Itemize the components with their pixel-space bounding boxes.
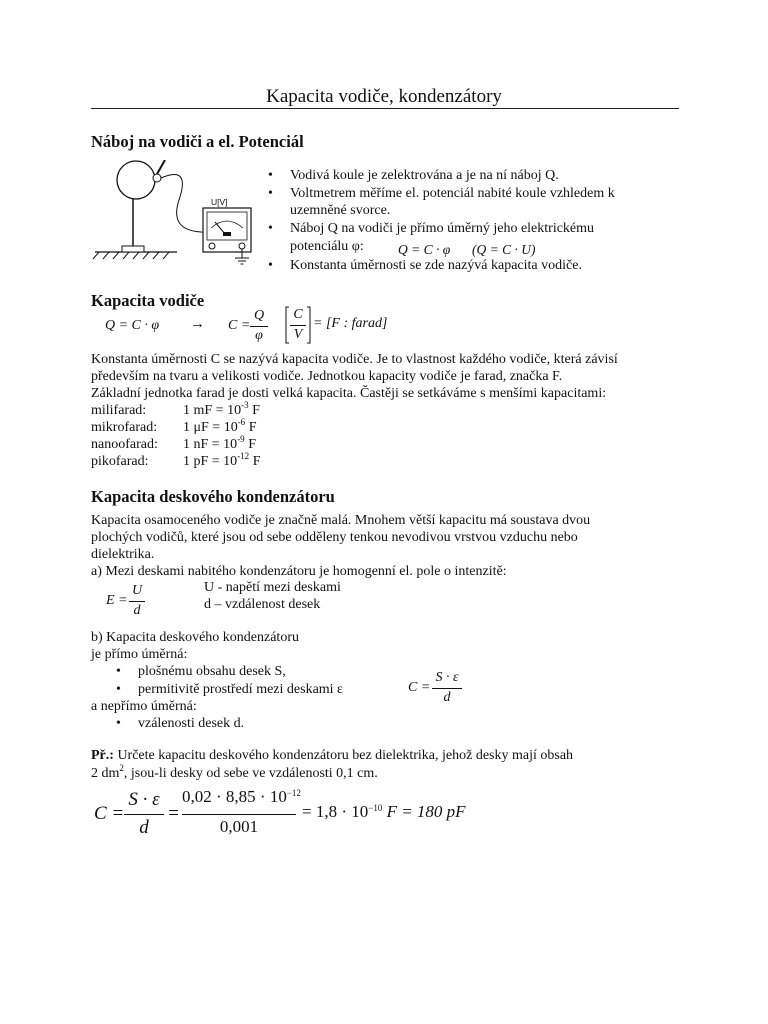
formula-q-phi: Q = C · φ: [398, 242, 451, 257]
bullet-continuation: potenciálu φ:: [290, 239, 364, 254]
fraction-denominator: 0,001: [219, 817, 259, 836]
fraction-numerator: $0,02 \cdot 8,85 \cdot 10^{-12}$: [182, 787, 301, 806]
fraction-bar: [250, 326, 268, 327]
formula-capacity-def: Q = C · φ: [105, 318, 160, 333]
unit-row-name: mikrofarad:: [91, 420, 158, 435]
unit-row-value: 1 mF = $10^{-3}$ F: [183, 400, 260, 418]
unit-numerator: C: [293, 307, 303, 322]
paragraph-line: b) Kapacita deskového kondenzátoru: [91, 630, 299, 645]
svg-text:U[V]: U[V]: [211, 197, 228, 207]
unit-fraction-bar: [290, 325, 306, 326]
unit-row-name: nanoofarad:: [91, 437, 158, 452]
fraction-bar: [124, 814, 164, 815]
paragraph-line: a) Mezi deskami nabitého kondenzátoru je homogenní el. pole o intenzitě:: [91, 564, 507, 579]
fraction-bar: [432, 688, 462, 689]
unit-row-value: 1 $\mu F = 10^{-6}$ F: [183, 417, 257, 435]
formula-q-u: (Q = C · U): [472, 242, 536, 257]
unit-row-name: pikofarad:: [91, 454, 149, 469]
formula-c-lhs: C =: [408, 680, 431, 695]
paragraph-line: především na tvaru a velikosti vodiče. Jednotkou kapacity vodiče je farad, značka F.: [91, 369, 563, 384]
document-title: Kapacita vodiče, kondenzátory: [266, 86, 502, 107]
example-c-lhs: C =: [94, 803, 125, 824]
unit-row-name: milifarad:: [91, 403, 147, 418]
bullet-continuation: uzemněné svorce.: [290, 203, 391, 218]
fraction-numerator: U: [131, 583, 143, 598]
unit-denominator: V: [293, 327, 303, 342]
unit-row-value: 1 pF = $10^{-12}$ F: [183, 451, 261, 469]
paragraph-line: Kapacita osamoceného vodiče je značně malá. Mnohem větší kapacitu má soustava dvou: [91, 513, 591, 528]
fraction-numerator: S · ε: [435, 670, 459, 685]
fraction-denominator: d: [133, 603, 141, 618]
formula-c-lhs: C =: [228, 318, 251, 333]
fraction-numerator: S · ε: [128, 789, 160, 810]
paragraph-line: a nepřímo úměrná:: [91, 699, 197, 714]
distance-description: d – vzdálenost desek: [204, 597, 321, 612]
voltmeter-sphere-diagram: [91, 160, 266, 272]
fraction-numerator: Q: [253, 308, 265, 323]
fraction-bar: [182, 814, 296, 815]
section-heading-charge: Náboj na vodiči a el. Potenciál: [91, 132, 304, 151]
section-heading-capacity: Kapacita vodiče: [91, 291, 205, 310]
paragraph-line: Konstanta úměrnosti C se nazývá kapacita vodiče. Je to vlastnost každého vodiče, která závisí: [91, 352, 618, 367]
paragraph-line: Základní jednotka farad je dosti velká kapacita. Častěji se setkáváme s menšími kapacitami:: [91, 386, 607, 401]
unit-row-value: 1 nF = $10^{-9}$ F: [183, 434, 256, 452]
fraction-denominator: d: [443, 690, 451, 705]
equals-sign: =: [167, 803, 180, 824]
arrow-icon: →: [190, 316, 205, 332]
example-line: 2 $dm^2$, jsou-li desky od sebe ve vzdálenosti 0,1 cm.: [91, 763, 378, 781]
paragraph-line: dielektrika.: [91, 547, 155, 562]
example-result: = $1,8 \cdot 10^{-10}$ F = 180 pF: [302, 802, 466, 821]
fraction-denominator: φ: [255, 328, 263, 343]
voltage-description: U - napětí mezi deskami: [204, 580, 341, 595]
section-heading-plate-capacitor: Kapacita deskového kondenzátoru: [91, 487, 335, 506]
unit-farad: = [F : farad]: [313, 316, 388, 331]
fraction-bar: [129, 601, 145, 602]
formula-e-lhs: E =: [106, 593, 128, 608]
title-underline: [91, 108, 679, 109]
example-line: Př.: Určete kapacitu deskového kondenzátoru bez dielektrika, jehož desky mají obsah: [91, 748, 574, 763]
paragraph-line: plochých vodičů, které jsou od sebe odděleny tenkou nevodivou vrstvou vzduchu nebo: [91, 530, 578, 545]
fraction-denominator: d: [139, 817, 149, 838]
paragraph-line: je přímo úměrná:: [91, 647, 188, 662]
